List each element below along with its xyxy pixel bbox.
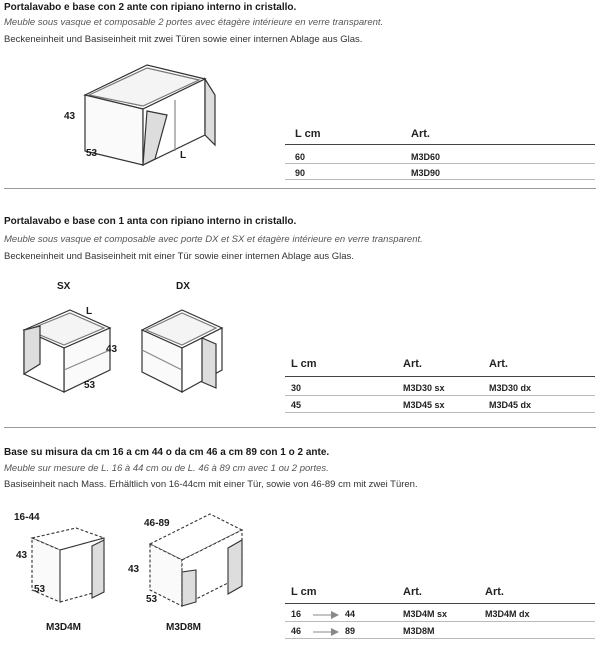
table-cell-to: 44 — [345, 609, 356, 619]
section-divider — [4, 427, 596, 428]
table-header-art: Art. — [403, 586, 422, 598]
table-header-art: Art. — [403, 358, 422, 370]
table-cell: M3D4M dx — [485, 609, 530, 619]
model-1-depth-label: 53 — [34, 584, 46, 595]
section-3-french-text: Meuble sur mesure de L. 16 à 44 cm ou de L. 46 à 89 cm avec 1 ou 2 portes. — [4, 463, 329, 474]
section-1-depth-label: 53 — [86, 148, 98, 159]
table-cell: M3D30 dx — [489, 383, 532, 393]
section-1-title: Portalavabo e base con 2 ante con ripiano interno in cristallo. — [4, 2, 297, 13]
table-header-divider — [285, 144, 595, 145]
table-row-divider — [285, 179, 595, 180]
cabinet-2-doors-drawing — [55, 55, 215, 175]
section-2-german-text: Beckeneinheit und Basiseinheit mit einer Tür sowie einer internen Ablage aus Glas. — [4, 251, 354, 262]
section-1-german-text: Beckeneinheit und Basiseinheit mit zwei Türen sowie einer internen Ablage aus Glas. — [4, 34, 363, 45]
model-1-width-label: 16-44 — [14, 512, 40, 523]
table-cell-from: 16 — [291, 609, 302, 619]
table-row-divider — [285, 412, 595, 413]
section-divider — [4, 188, 596, 189]
model-2-name: M3D8M — [166, 622, 202, 633]
table-cell: M3D30 sx — [403, 383, 445, 393]
table-header-l: L cm — [295, 128, 321, 140]
table-header-divider — [285, 603, 595, 604]
model-2-depth-label: 53 — [146, 594, 158, 605]
table-cell: M3D45 sx — [403, 400, 445, 410]
section-3-title: Base su misura da cm 16 a cm 44 o da cm 46 a cm 89 con 1 o 2 ante. — [4, 447, 330, 458]
arrow-right-icon — [313, 611, 339, 619]
table-header-l: L cm — [291, 358, 317, 370]
section-1-length-label: L — [180, 150, 187, 161]
model-1-height-label: 43 — [16, 550, 28, 561]
arrow-right-icon — [313, 628, 339, 636]
table-cell: M3D90 — [411, 168, 441, 178]
section-2-french-text: Meuble sous vasque et composable avec porte DX et SX et étagère intérieure en verre transparent. — [4, 234, 423, 245]
cabinet-custom-1-door-drawing — [22, 522, 122, 622]
model-1-name: M3D4M — [46, 622, 82, 633]
table-row-divider — [285, 638, 595, 639]
cabinet-1-door-dx-drawing — [136, 298, 246, 408]
table-row-divider — [285, 163, 595, 164]
label-dx: DX — [176, 281, 190, 292]
table-header-art: Art. — [411, 128, 430, 140]
table-header-l: L cm — [291, 586, 317, 598]
table-cell: M3D4M sx — [403, 609, 448, 619]
label-sx: SX — [57, 281, 71, 292]
table-row-divider — [285, 395, 595, 396]
table-cell: 30 — [291, 383, 302, 393]
table-cell: M3D60 — [411, 152, 441, 162]
table-cell: M3D8M — [403, 626, 435, 636]
model-2-width-label: 46-89 — [144, 518, 170, 529]
section-2-length-label: L — [86, 306, 93, 317]
section-3-german-text: Basiseinheit nach Mass. Erhältlich von 16-44cm mit einer Tür, sowie von 46-89 cm mit zwei Türen. — [4, 479, 418, 490]
table-header-art: Art. — [489, 358, 508, 370]
table-row-divider — [285, 621, 595, 622]
table-cell: 45 — [291, 400, 302, 410]
table-cell: 60 — [295, 152, 306, 162]
section-2-height-label: 43 — [106, 344, 118, 355]
section-2-title: Portalavabo e base con 1 anta con ripiano interno in cristallo. — [4, 216, 297, 227]
section-1-french-text: Meuble sous vasque et composable 2 portes avec étagère intérieure en verre transparent. — [4, 17, 384, 28]
model-2-height-label: 43 — [128, 564, 140, 575]
section-2-depth-label: 53 — [84, 380, 96, 391]
section-1-height-label: 43 — [64, 111, 76, 122]
table-cell-to: 89 — [345, 626, 356, 636]
table-header-art: Art. — [485, 586, 504, 598]
table-cell-from: 46 — [291, 626, 302, 636]
table-header-divider — [285, 376, 595, 377]
table-cell: M3D45 dx — [489, 400, 532, 410]
table-cell: 90 — [295, 168, 306, 178]
